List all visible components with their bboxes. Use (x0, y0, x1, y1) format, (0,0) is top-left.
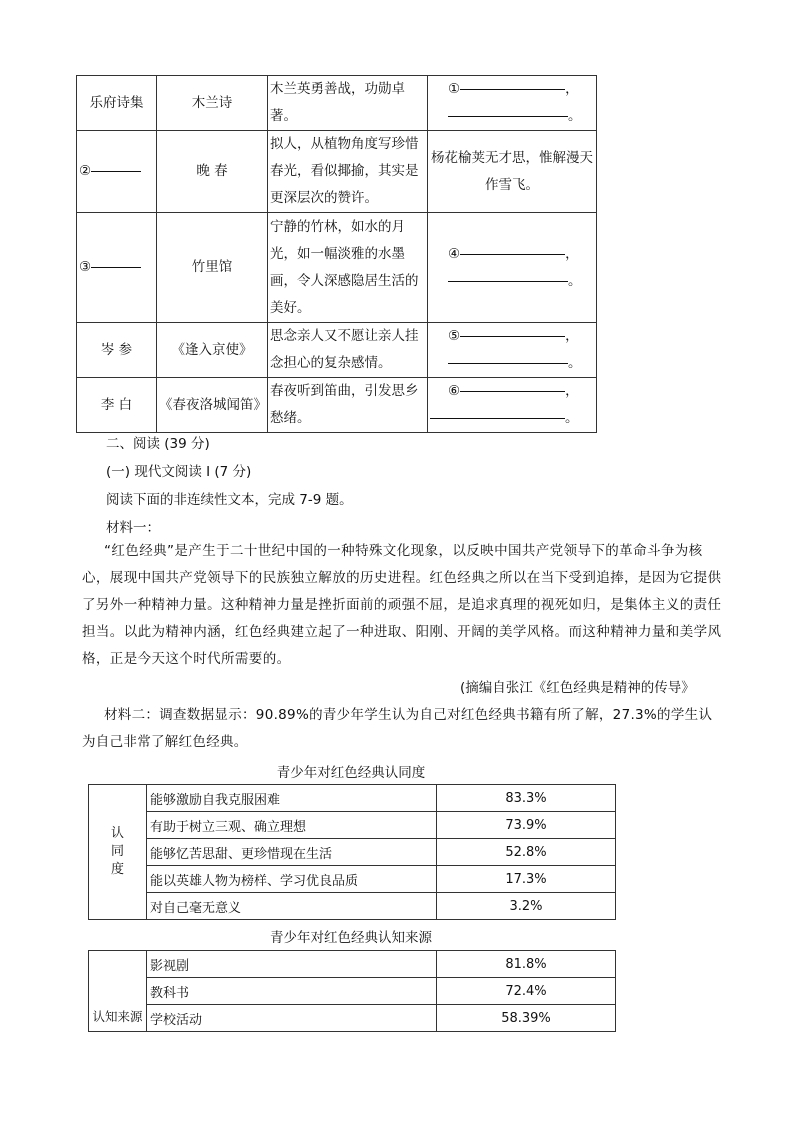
poem-content: 木兰英勇善战，功勋卓著。 (268, 76, 428, 131)
table-row (89, 812, 616, 839)
poem-row (77, 378, 597, 433)
answer-cell[interactable]: ⑤ ， 。 (428, 323, 597, 378)
table2-caption: 青少年对红色经典认知来源 (270, 930, 432, 946)
row-item: 影视剧 (147, 951, 437, 978)
answer-cell[interactable]: ④ ， 。 (428, 213, 597, 323)
row-value: 83.3% (437, 785, 616, 812)
answer-marker: ① (448, 81, 461, 97)
poem-content: 宁静的竹林，如水的月光，如一幅淡雅的水墨画，令人深感隐居生活的美好。 (268, 213, 428, 323)
poem-author: 乐府诗集 (77, 76, 157, 131)
row-item: 能够激励自我克服困难 (147, 785, 437, 812)
material1-text: “红色经典”是产生于二十世纪中国的一种特殊文化现象，以反映中国共产党领导下的革命斗争为核心，展现中国共产党领导下的民族独立解放的历史进程。红色经典之所以在当下受到追捧，是因为它提供了另外一种精神力量。这种精神力量是挫折面前的顽强不屈，是追求真理的视死如归，是集体主义的责任担当。以此为精神内涵，红色经典建立起了一种进取、阳刚、开阔的美学风格。而这种精神力量和美学风格，正是今天这个时代所需要的。 (82, 543, 722, 667)
author-cell[interactable] (77, 213, 157, 323)
row-value: 3.2% (437, 893, 616, 920)
row-value: 52.8% (437, 839, 616, 866)
source-table (88, 950, 616, 1032)
poem-row (77, 76, 597, 131)
author-marker: ③ (79, 259, 92, 275)
side-label-char: 认 (110, 826, 124, 841)
material1-source: (摘编自张江《红色经典是精神的传导》 (460, 680, 695, 696)
material1-label: 材料一： (106, 520, 160, 536)
answer-marker: ⑤ (448, 328, 461, 344)
side-label-cell (89, 785, 147, 920)
author-marker: ② (79, 163, 92, 179)
poem-content: 思念亲人又不愿让亲人挂念担心的复杂感情。 (268, 323, 428, 378)
poem-content: 春夜听到笛曲，引发思乡愁绪。 (268, 378, 428, 433)
answer-cell[interactable]: ① ， 。 (428, 76, 597, 131)
poem-author: 李 白 (77, 378, 157, 433)
row-value: 72.4% (437, 978, 616, 1005)
row-value: 17.3% (437, 866, 616, 893)
table-row (89, 978, 616, 1005)
side-label-cell: 认知来源 (89, 951, 147, 1032)
material2-text: 材料二：调查数据显示：90.89%的青少年学生认为自己对红色经典书籍有所了解，27.3%的学生认为自己非常了解红色经典。 (82, 707, 713, 750)
poem-table (76, 75, 597, 433)
poem-title: 《春夜洛城闻笛》 (157, 378, 268, 433)
poem-answer: 杨花榆荚无才思，惟解漫天作雪飞。 (428, 131, 597, 213)
poem-title: 《逢入京使》 (157, 323, 268, 378)
row-item: 教科书 (147, 978, 437, 1005)
table1-caption: 青少年对红色经典认同度 (276, 765, 426, 781)
table-row (89, 893, 616, 920)
poem-row (77, 323, 597, 378)
poem-title: 竹里馆 (157, 213, 268, 323)
answer-cell[interactable]: ⑥ ， 。 (428, 378, 597, 433)
answer-marker: ⑥ (448, 383, 461, 399)
section-title: 二、阅读 (39 分) (106, 436, 210, 452)
poem-title: 木兰诗 (157, 76, 268, 131)
row-item: 学校活动 (147, 1005, 437, 1032)
subsection-title: (一) 现代文阅读 I (7 分) (106, 464, 252, 480)
poem-row (77, 131, 597, 213)
row-value: 81.8% (437, 951, 616, 978)
recognition-table (88, 784, 616, 920)
row-value: 58.39% (437, 1005, 616, 1032)
table-row (89, 839, 616, 866)
row-item: 能够忆苦思甜、更珍惜现在生活 (147, 839, 437, 866)
answer-marker: ④ (448, 245, 461, 262)
row-item: 能以英雄人物为榜样、学习优良品质 (147, 866, 437, 893)
instruction: 阅读下面的非连续性文本，完成 7-9 题。 (106, 492, 353, 508)
table-row (89, 951, 616, 978)
poem-row (77, 213, 597, 323)
poem-title: 晚 春 (157, 131, 268, 213)
table-row (89, 866, 616, 893)
side-label-char: 度 (110, 862, 124, 877)
table-row (89, 785, 616, 812)
table-row (89, 1005, 616, 1032)
row-item: 对自己毫无意义 (147, 893, 437, 920)
poem-content: 拟人，从植物角度写珍惜春光，看似揶揄，其实是更深层次的赞许。 (268, 131, 428, 213)
author-cell[interactable] (77, 131, 157, 213)
row-item: 有助于树立三观、确立理想 (147, 812, 437, 839)
poem-author: 岑 参 (77, 323, 157, 378)
side-label-char: 同 (110, 844, 124, 859)
row-value: 73.9% (437, 812, 616, 839)
